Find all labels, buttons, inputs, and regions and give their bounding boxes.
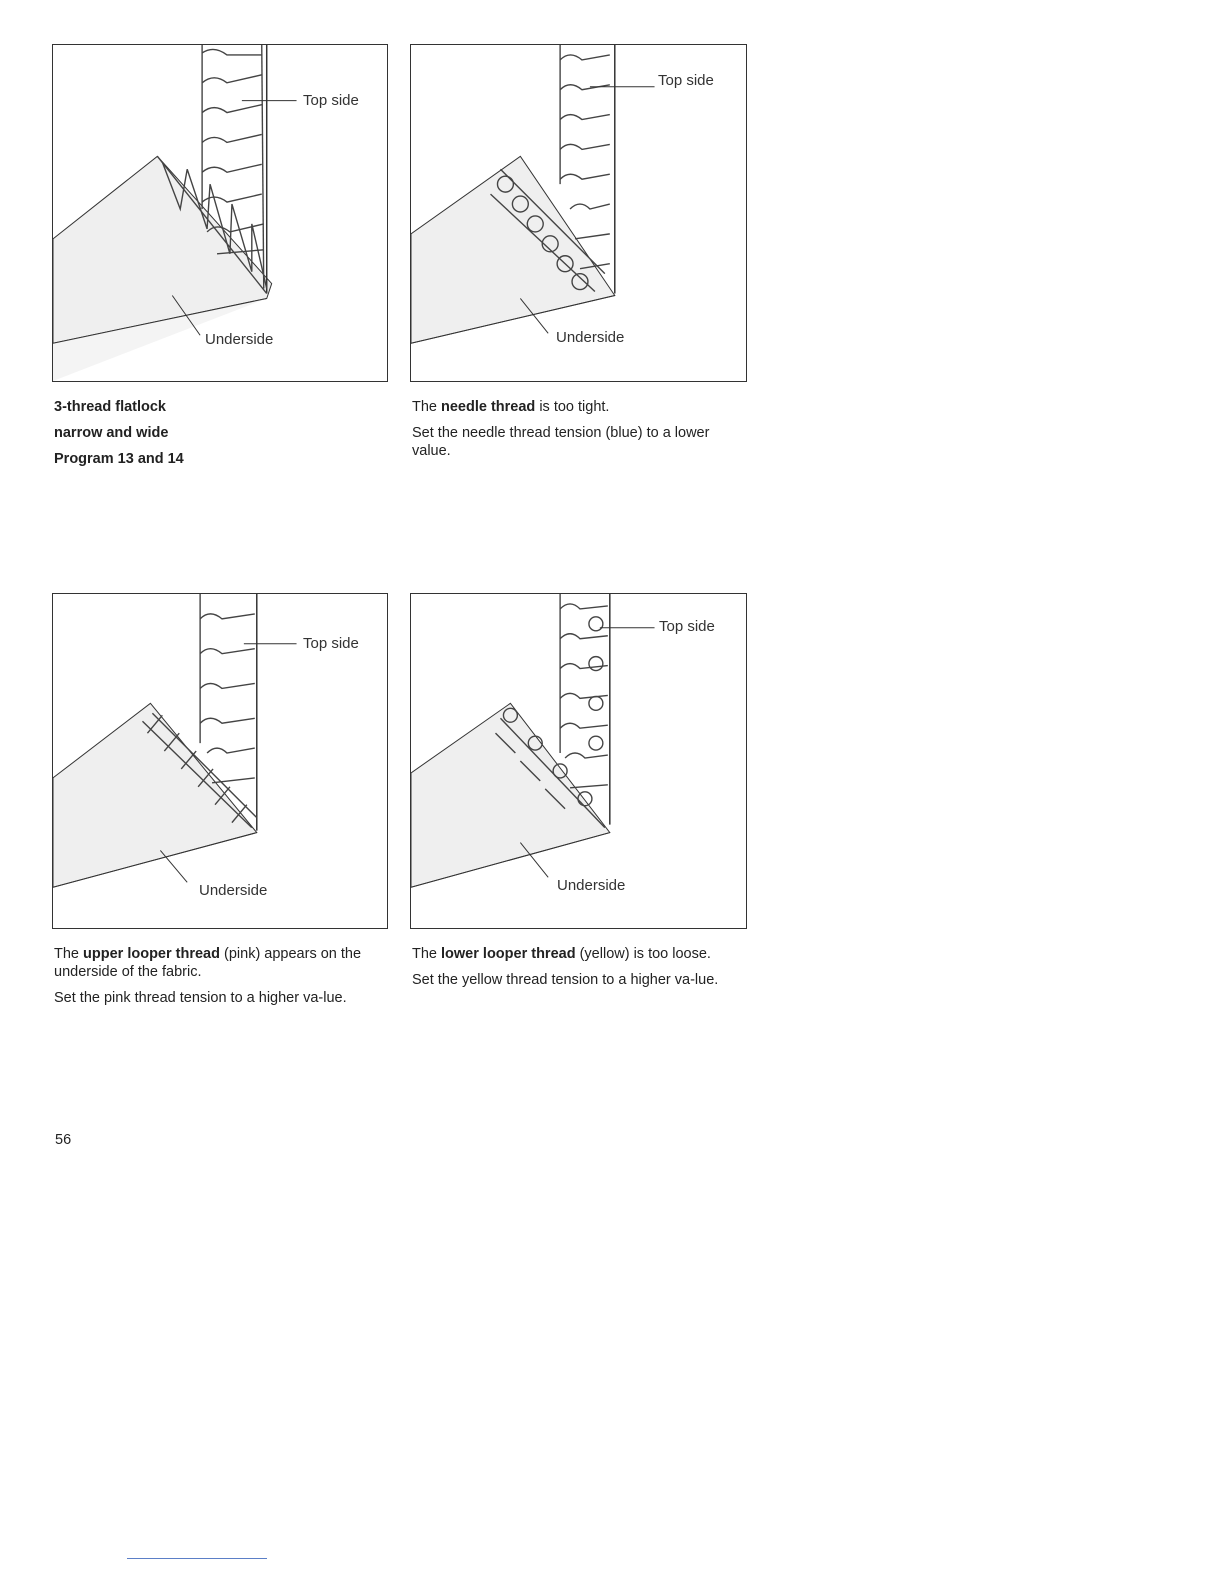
figure-panel-needle-tight	[410, 44, 747, 382]
page-number: 56	[55, 1132, 72, 1148]
figure-panel-upper-looper	[52, 593, 388, 929]
figure-panel-lower-looper	[410, 593, 747, 929]
footer-rule	[127, 1558, 267, 1559]
top-side-label: Top side	[659, 618, 715, 635]
caption-statement: The lower looper thread (yellow) is too loose.	[412, 946, 711, 962]
top-side-label: Top side	[303, 92, 359, 109]
caption-instruction: Set the yellow thread tension to a higher va-lue.	[412, 972, 719, 988]
top-side-label: Top side	[658, 72, 714, 89]
caption-instruction: Set the needle thread tension (blue) to a lower value.	[412, 425, 710, 459]
caption-title: 3-thread flatlock	[54, 399, 166, 415]
caption-flatlock	[54, 398, 389, 476]
caption-statement: The needle thread is too tight.	[412, 399, 610, 415]
caption-upper-looper	[54, 945, 379, 1015]
top-side-label: Top side	[303, 635, 359, 652]
caption-needle-tight	[412, 398, 732, 468]
figure-panel-flatlock	[52, 44, 388, 382]
underside-label: Underside	[557, 877, 626, 894]
underside-label: Underside	[199, 882, 268, 899]
underside-label: Underside	[556, 329, 625, 346]
underside-label: Underside	[205, 331, 274, 348]
caption-instruction: Set the pink thread tension to a higher va-lue.	[54, 990, 347, 1006]
caption-subtitle: narrow and wide	[54, 425, 169, 441]
caption-statement: The upper looper thread (pink) appears on the underside of the fabric.	[54, 946, 362, 980]
caption-lower-looper	[412, 945, 747, 997]
caption-program: Program 13 and 14	[54, 451, 184, 467]
